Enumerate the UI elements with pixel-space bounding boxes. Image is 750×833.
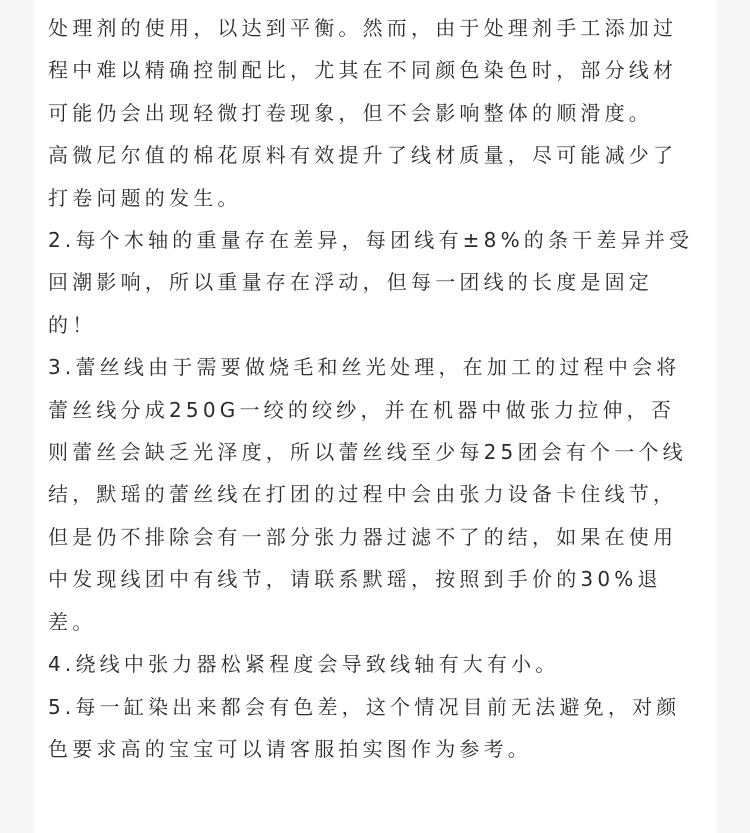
paragraph-note-3-lace-knots: 3.蕾丝线由于需要做烧毛和丝光处理，在加工的过程中会将蕾丝线分成250G一绞的绞纱，并在机器中做张力拉伸，否则蕾丝会缺乏光泽度，所以蕾丝线至少每25团会有个一个线结，默瑶的蕾丝线在打团的过程中会由张力设备卡住线节，但是仍不排除会有一部分张力器过滤不了的结，如果在使用中发现线团中有线节，请联系默瑶，按照到手价的30%退差。 [48,355,687,634]
paragraph-note-4-tension: 4.绕线中张力器松紧程度会导致线轴有大有小。 [48,652,560,677]
document-page [34,0,716,833]
paragraph-note-5-color-difference: 5.每一缸染出来都会有色差，这个情况目前无法避免，对颜色要求高的宝宝可以请客服拍实图作为参考。 [48,694,681,761]
paragraph-note-2-weight: 2.每个木轴的重量存在差异，每团线有±8%的条干差异并受回潮影响，所以重量存在浮动，但每一团线的长度是固定的！ [48,228,694,337]
paragraph-processing-agent: 处理剂的使用，以达到平衡。然而，由于处理剂手工添加过程中难以精确控制配比，尤其在不同颜色染色时，部分线材可能仍会出现轻微打卷现象，但不会影响整体的顺滑度。 [48,16,678,125]
paragraph-cotton-material: 高微尼尔值的棉花原料有效提升了线材质量，尽可能减少了打卷问题的发生。 [48,143,678,210]
document-body [48,7,698,770]
